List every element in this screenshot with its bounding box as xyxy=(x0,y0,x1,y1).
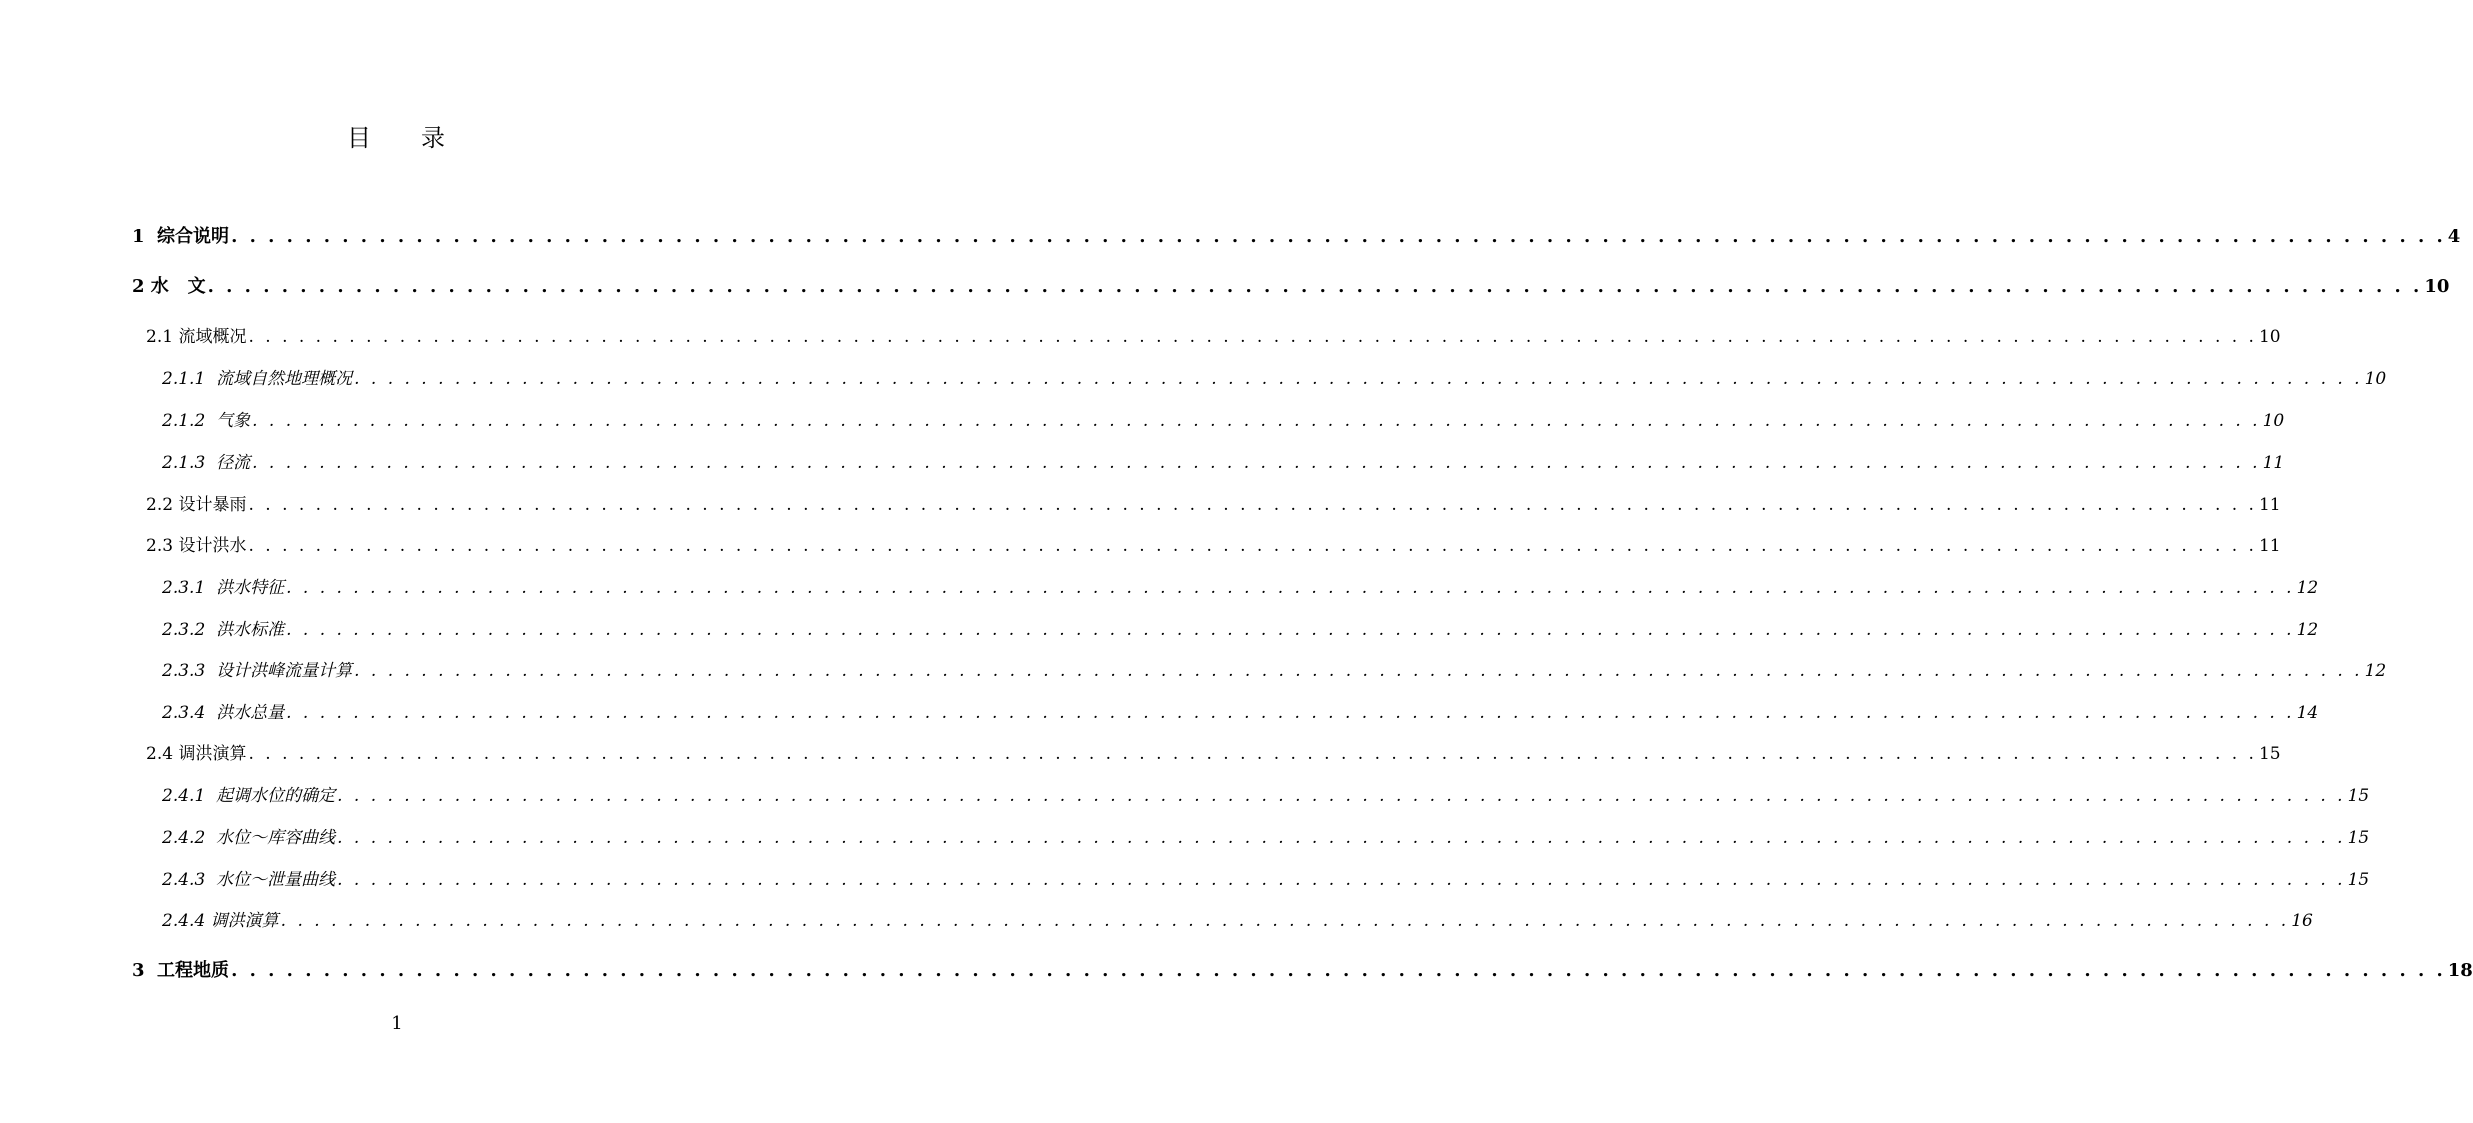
toc-entry[interactable] xyxy=(132,222,2461,248)
dot-leader: . . . . . . . . . . . . . . . . . . . . . . . . . . . . . . . . . . . . . . . . . . . . . . . . . . . . . . . . . . . . . . . . . . . . . . . . . . . . . . . . . . . . . . . . . . . . . . . . . . . . . . . . . . . . . . . . . . . . . . . . xyxy=(286,703,2295,723)
dot-leader: . . . . . . . . . . . . . . . . . . . . . . . . . . . . . . . . . . . . . . . . . . . . . . . . . . . . . . . . . . . . . . . . . . . . . . . . . . . . . . . . . . . . . . . . . . . . . . . . . . . . . . . . . . . . . . . . . . . . . . . . xyxy=(252,453,2261,473)
toc-entry-page: 4 xyxy=(2447,226,2461,247)
toc-entry-page: 12 xyxy=(2296,578,2319,598)
toc-entry-page: 12 xyxy=(2364,661,2387,681)
toc-entry-label: 1 综合说明 xyxy=(132,226,230,247)
toc-entry[interactable] xyxy=(162,615,2319,641)
toc-entry-label: 2.4.4 调洪演算 xyxy=(162,911,279,931)
toc-entry[interactable] xyxy=(162,781,2370,807)
toc-entry-page: 16 xyxy=(2291,911,2313,931)
toc-entry[interactable] xyxy=(162,448,2285,474)
toc-entry-label: 2.3.3 设计洪峰流量计算 xyxy=(162,661,353,681)
toc-entry[interactable] xyxy=(162,656,2387,682)
dot-leader: . . . . . . . . . . . . . . . . . . . . . . . . . . . . . . . . . . . . . . . . . . . . . . . . . . . . . . . . . . . . . . . . . . . . . . . . . . . . . . . . . . . . . . . . . . . . . . . . . . . . . . . . . . . . . . . . . . . . . . . . xyxy=(248,536,2257,556)
toc-entry-label: 2.4.1 起调水位的确定 xyxy=(162,786,336,806)
toc-entry[interactable] xyxy=(146,739,2281,765)
toc-entry[interactable] xyxy=(132,956,2473,982)
toc-entry-label: 2.4.3 水位～泄量曲线 xyxy=(162,870,336,890)
toc-entry-page: 10 xyxy=(2262,411,2285,431)
toc-entry-page: 14 xyxy=(2296,703,2319,723)
toc-entry[interactable] xyxy=(162,573,2319,599)
toc-entry-label: 2.1.2 气象 xyxy=(162,411,251,431)
page-title xyxy=(0,118,794,153)
toc-entry[interactable] xyxy=(146,531,2281,557)
dot-leader: . . . . . . . . . . . . . . . . . . . . . . . . . . . . . . . . . . . . . . . . . . . . . . . . . . . . . . . . . . . . . . . . . . . . . . . . . . . . . . . . . . . . . . . . . . . . . . . . . . . . . . . . . . . . . . . . . . . . . . . . xyxy=(286,620,2295,640)
toc-entry[interactable] xyxy=(162,865,2370,891)
dot-leader: . . . . . . . . . . . . . . . . . . . . . . . . . . . . . . . . . . . . . . . . . . . . . . . . . . . . . . . . . . . . . . . . . . . . . . . . . . . . . . . . . . . . . . . . . . . . . . . . . . . . . . . . . . . . . . . . . . . . . . . . xyxy=(337,828,2346,848)
toc-entry-page: 11 xyxy=(2258,536,2281,556)
toc-entry-label: 2.3.2 洪水标准 xyxy=(162,620,285,640)
toc-entry-page: 15 xyxy=(2258,744,2281,764)
title-char-right: 录 xyxy=(421,124,447,152)
toc-entry-page: 15 xyxy=(2347,828,2370,848)
toc-entry-label: 2.3.1 洪水特征 xyxy=(162,578,285,598)
dot-leader: . . . . . . . . . . . . . . . . . . . . . . . . . . . . . . . . . . . . . . . . . . . . . . . . . . . . . . . . . . . . . . . . . . . . . . . . . . . . . . . . . . . . . . . . . . . . . . . . . . . . . . . . . . . . . . . . . . . . . . . . xyxy=(248,327,2257,347)
toc-entry-page: 15 xyxy=(2347,870,2370,890)
toc-entry[interactable] xyxy=(146,322,2281,348)
toc-entry-page: 12 xyxy=(2296,620,2319,640)
toc-entry-page: 11 xyxy=(2258,495,2281,515)
toc-entry[interactable] xyxy=(132,272,2450,298)
dot-leader: . . . . . . . . . . . . . . . . . . . . . . . . . . . . . . . . . . . . . . . . . . . . . . . . . . . . . . . . . . . . . . . . . . . . . . . . . . . . . . . . . . . . . . . . . . . . . . . . . . . . . . . . . . . . . . . . . . . . . . . . xyxy=(337,786,2346,806)
toc-entry-label: 2.3 设计洪水 xyxy=(146,536,247,556)
toc-entry[interactable] xyxy=(162,406,2285,432)
toc-entry[interactable] xyxy=(162,906,2313,932)
dot-leader: . . . . . . . . . . . . . . . . . . . . . . . . . . . . . . . . . . . . . . . . . . . . . . . . . . . . . . . . . . . . . . . . . . . . . . . . . . . . . . . . . . . . . . . . . . . . . . . . . . . . . . . . . . . . . . . . . . . . . . . . xyxy=(248,744,2257,764)
toc-entry-label: 2.4 调洪演算 xyxy=(146,744,247,764)
toc-entry-label: 2.1.1 流域自然地理概况 xyxy=(162,369,353,389)
dot-leader: . . . . . . . . . . . . . . . . . . . . . . . . . . . . . . . . . . . . . . . . . . . . . . . . . . . . . . . . . . . . . . . . . . . . . . . . . . . . . . . . . . . . . . . . . . . . . . . . . . . . . . . . . . . . . . . . . . . . . . . . xyxy=(280,911,2290,931)
toc-entry[interactable] xyxy=(162,364,2387,390)
toc-entry[interactable] xyxy=(162,823,2370,849)
toc-entry-label: 3 工程地质 xyxy=(132,960,230,981)
toc-entry-page: 11 xyxy=(2262,453,2285,473)
dot-leader: . . . . . . . . . . . . . . . . . . . . . . . . . . . . . . . . . . . . . . . . . . . . . . . . . . . . . . . . . . . . . . . . . . . . . . . . . . . . . . . . . . . . . . . . . . . . . . . . . . . . . . . . . . . . . . . . . . . . . . . . xyxy=(248,495,2257,515)
toc-entry-label: 2.3.4 洪水总量 xyxy=(162,703,285,723)
toc-entry-page: 10 xyxy=(2424,276,2450,297)
dot-leader: . . . . . . . . . . . . . . . . . . . . . . . . . . . . . . . . . . . . . . . . . . . . . . . . . . . . . . . . . . . . . . . . . . . . . . . . . . . . . . . . . . . . . . . . . . . . . . . . . . . . . . . . . . . . . . . . . . . . . . . . xyxy=(231,960,2446,981)
dot-leader: . . . . . . . . . . . . . . . . . . . . . . . . . . . . . . . . . . . . . . . . . . . . . . . . . . . . . . . . . . . . . . . . . . . . . . . . . . . . . . . . . . . . . . . . . . . . . . . . . . . . . . . . . . . . . . . . . . . . . . . . xyxy=(354,369,2363,389)
toc-entry-page: 15 xyxy=(2347,786,2370,806)
dot-leader: . . . . . . . . . . . . . . . . . . . . . . . . . . . . . . . . . . . . . . . . . . . . . . . . . . . . . . . . . . . . . . . . . . . . . . . . . . . . . . . . . . . . . . . . . . . . . . . . . . . . . . . . . . . . . . . . . . . . . . . . xyxy=(337,870,2346,890)
toc-entry-label: 2.1.3 径流 xyxy=(162,453,251,473)
dot-leader: . . . . . . . . . . . . . . . . . . . . . . . . . . . . . . . . . . . . . . . . . . . . . . . . . . . . . . . . . . . . . . . . . . . . . . . . . . . . . . . . . . . . . . . . . . . . . . . . . . . . . . . . . . . . . . . . . . . . . . . . xyxy=(286,578,2295,598)
toc-entry-label: 2.1 流域概况 xyxy=(146,327,247,347)
dot-leader: . . . . . . . . . . . . . . . . . . . . . . . . . . . . . . . . . . . . . . . . . . . . . . . . . . . . . . . . . . . . . . . . . . . . . . . . . . . . . . . . . . . . . . . . . . . . . . . . . . . . . . . . . . . . . . . . . . . . . . . . xyxy=(207,276,2423,297)
toc-entry-label: 2.2 设计暴雨 xyxy=(146,495,247,515)
toc-entry-label: 2 水 文 xyxy=(132,276,206,297)
toc-entry[interactable] xyxy=(146,490,2281,516)
toc-entry-label: 2.4.2 水位～库容曲线 xyxy=(162,828,336,848)
toc-entry-page: 10 xyxy=(2364,369,2387,389)
page-number: 1 xyxy=(391,1013,403,1034)
dot-leader: . . . . . . . . . . . . . . . . . . . . . . . . . . . . . . . . . . . . . . . . . . . . . . . . . . . . . . . . . . . . . . . . . . . . . . . . . . . . . . . . . . . . . . . . . . . . . . . . . . . . . . . . . . . . . . . . . . . . . . . . xyxy=(231,226,2446,247)
toc-entry-page: 10 xyxy=(2258,327,2281,347)
dot-leader: . . . . . . . . . . . . . . . . . . . . . . . . . . . . . . . . . . . . . . . . . . . . . . . . . . . . . . . . . . . . . . . . . . . . . . . . . . . . . . . . . . . . . . . . . . . . . . . . . . . . . . . . . . . . . . . . . . . . . . . . xyxy=(252,411,2261,431)
title-char-left: 目 xyxy=(347,124,373,152)
toc-entry-page: 18 xyxy=(2447,960,2473,981)
toc-entry[interactable] xyxy=(162,698,2319,724)
dot-leader: . . . . . . . . . . . . . . . . . . . . . . . . . . . . . . . . . . . . . . . . . . . . . . . . . . . . . . . . . . . . . . . . . . . . . . . . . . . . . . . . . . . . . . . . . . . . . . . . . . . . . . . . . . . . . . . . . . . . . . . . xyxy=(354,661,2363,681)
